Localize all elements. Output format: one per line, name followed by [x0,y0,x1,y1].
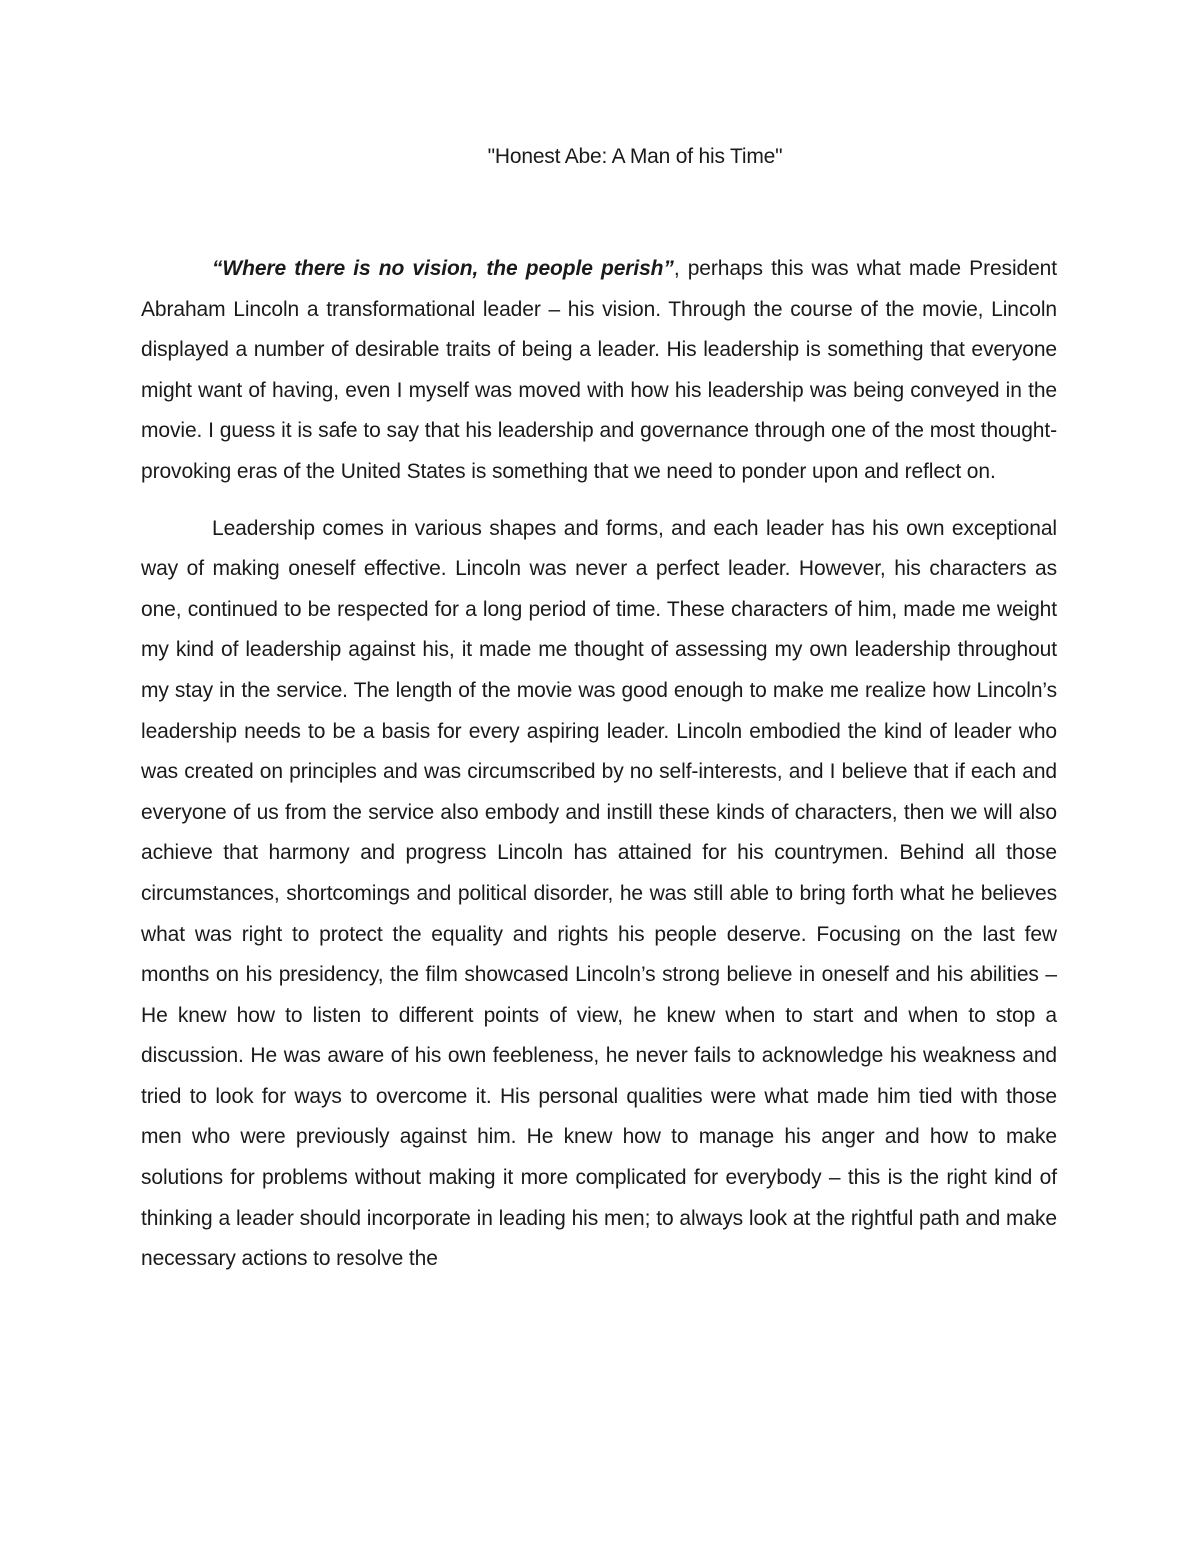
paragraph-2: Leadership comes in various shapes and forms, and each leader has his own exceptional way of making oneself effective. Lincoln was never a perfect leader. However, his characters as one, continued to be respected for a long period of time. These characters of him, made me weight my kind of leadership against his, it made me thought of assessing my own leadership throughout my stay in the service. The length of the movie was good enough to make me realize how Lincoln’s leadership needs to be a basis for every aspiring leader. Lincoln embodied the kind of leader who was created on principles and was circumscribed by no self-interests, and I believe that if each and everyone of us from the service also embody and instill these kinds of characters, then we will also achieve that harmony and progress Lincoln has attained for his countrymen. Behind all those circumstances, shortcomings and political disorder, he was still able to bring forth what he believes what was right to protect the equality and rights his people deserve. Focusing on the last few months on his presidency, the film showcased Lincoln’s strong believe in oneself and his abilities – He knew how to listen to different points of view, he knew when to start and when to stop a discussion. He was aware of his own feebleness, he never fails to acknowledge his weakness and tried to look for ways to overcome it. His personal qualities were what made him tied with those men who were previously against him. He knew how to manage his anger and how to make solutions for problems without making it more complicated for everybody – this is the right kind of thinking a leader should incorporate in leading his men; to always look at the rightful path and make necessary actions to resolve the [141,516,1057,1271]
paragraph-1-text: , perhaps this was what made President Abraham Lincoln a transformational leader – his vision. Through the course of the movie, Lincoln displayed a number of desirable traits of being a leader. His leadership is something that everyone might want of having, even I myself was moved with how his leadership was being conveyed in the movie. I guess it is safe to say that his leadership and governance through one of the most thought-provoking eras of the United States is something that we need to ponder upon and reflect on. [141,257,1057,483]
document-title: "Honest Abe: A Man of his Time" [487,145,783,168]
document-body [141,249,1057,1296]
paragraph-1 [141,249,1057,493]
lead-quote: “Where there is no vision, the people perish” [212,257,674,280]
